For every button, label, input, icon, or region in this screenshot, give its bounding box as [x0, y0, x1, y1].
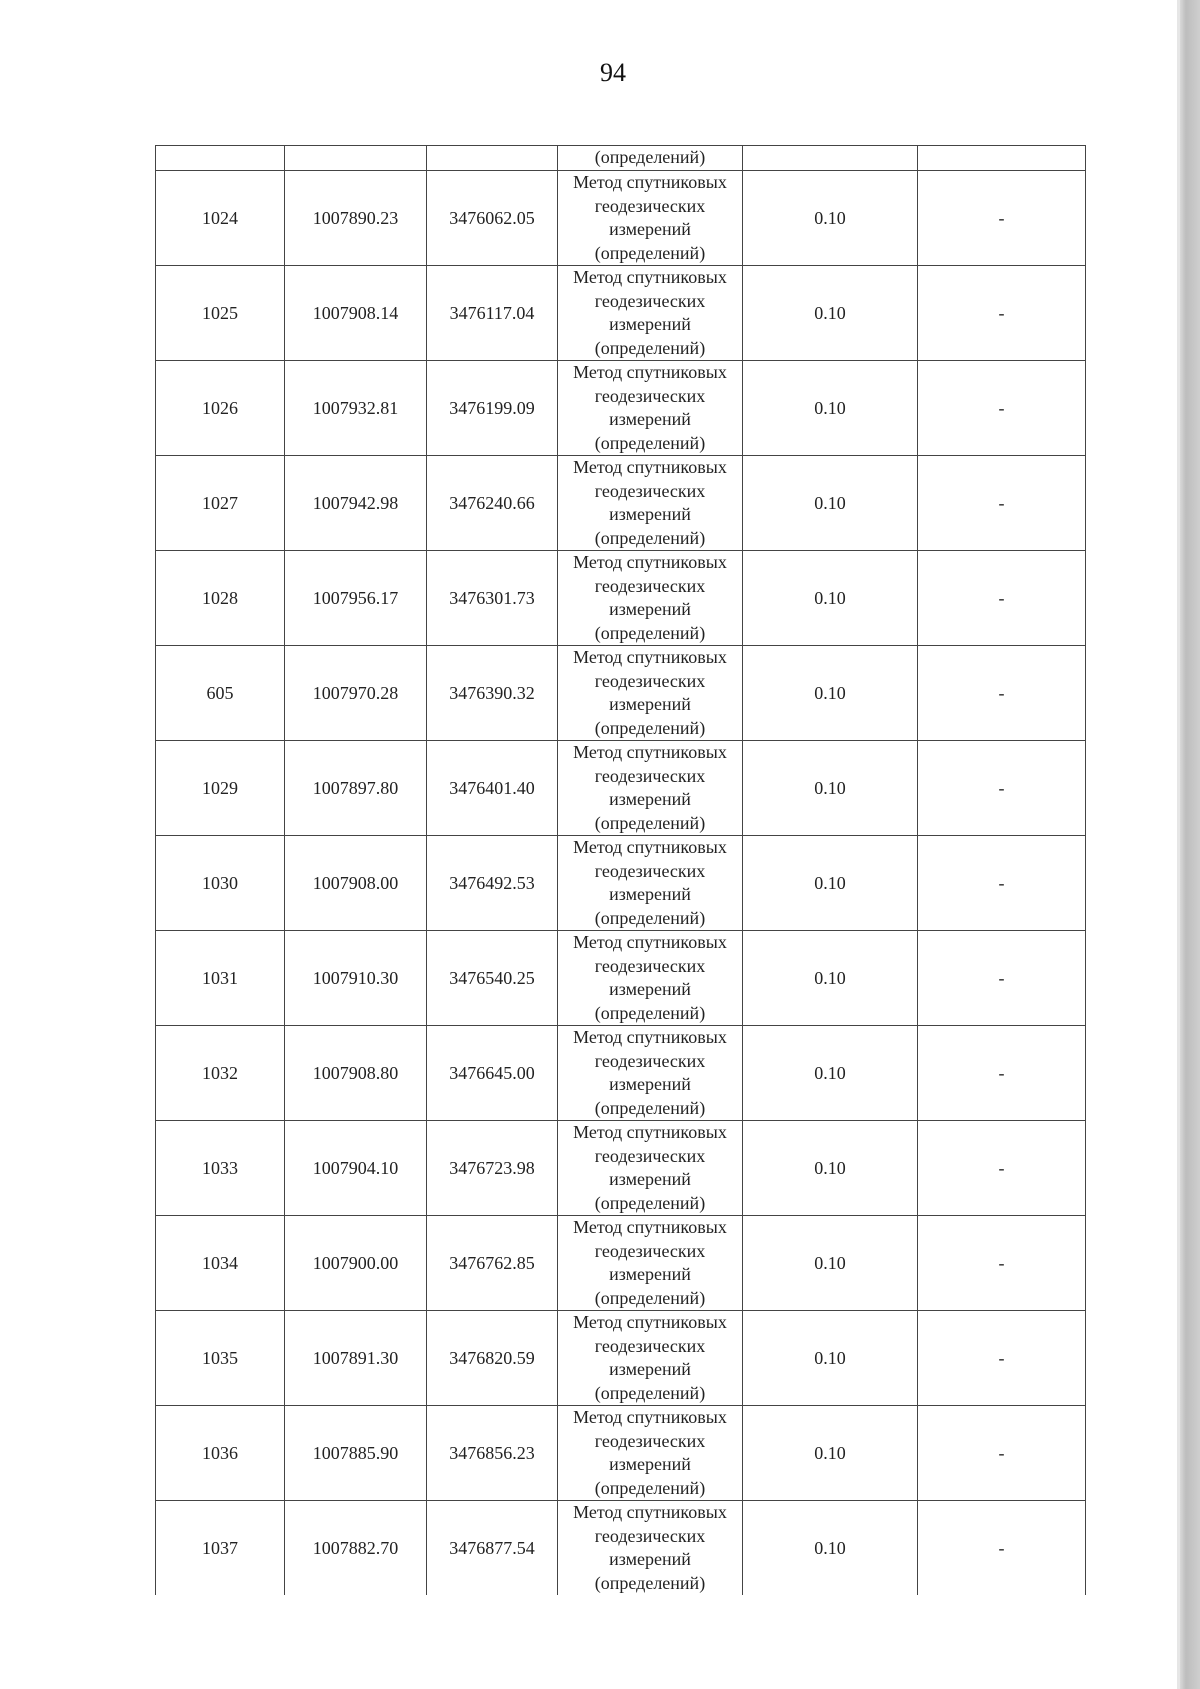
x-coordinate-cell: 1007910.30 [285, 931, 427, 1026]
point-number-cell: 1024 [156, 171, 285, 266]
point-number-cell: 1034 [156, 1216, 285, 1311]
point-number-cell: 1026 [156, 361, 285, 456]
description-cell: - [918, 646, 1086, 741]
method-line: (определений) [594, 622, 706, 643]
method-cell [558, 1216, 743, 1311]
description-cell: - [918, 1026, 1086, 1121]
table-row [156, 646, 1086, 741]
method-line: измерений [609, 219, 691, 239]
x-coordinate-cell: 1007897.80 [285, 741, 427, 836]
point-number-cell: 1035 [156, 1311, 285, 1406]
point-number-cell: 1028 [156, 551, 285, 646]
method-line: (определений) [594, 812, 706, 833]
accuracy-cell: 0.10 [743, 1026, 918, 1121]
accuracy-cell: 0.10 [743, 551, 918, 646]
method-line: (определений) [594, 1287, 706, 1308]
x-coordinate-cell: 1007890.23 [285, 171, 427, 266]
point-number-cell: 1036 [156, 1406, 285, 1501]
table-row [156, 1121, 1086, 1216]
table-row [156, 551, 1086, 646]
method-line: измерений [609, 1549, 691, 1569]
y-coordinate-cell: 3476820.59 [427, 1311, 558, 1406]
accuracy-cell: 0.10 [743, 456, 918, 551]
method-line: измерений [609, 1454, 691, 1474]
method-line: Метод спутниковых [573, 1312, 727, 1332]
method-line: геодезических [594, 860, 706, 881]
description-cell: - [918, 741, 1086, 836]
method-line: Метод спутниковых [573, 457, 727, 477]
x-coordinate-cell: 1007885.90 [285, 1406, 427, 1501]
method-cell [558, 836, 743, 931]
table-row [156, 266, 1086, 361]
continuation-cell-point [156, 146, 285, 171]
table-row [156, 836, 1086, 931]
method-line: измерений [609, 314, 691, 334]
description-cell: - [918, 931, 1086, 1026]
method-cell [558, 1121, 743, 1216]
point-number-cell: 1033 [156, 1121, 285, 1216]
y-coordinate-cell: 3476301.73 [427, 551, 558, 646]
description-cell: - [918, 836, 1086, 931]
point-number-cell: 1029 [156, 741, 285, 836]
method-line: Метод спутниковых [573, 1502, 727, 1522]
x-coordinate-cell: 1007956.17 [285, 551, 427, 646]
method-line: (определений) [594, 907, 706, 928]
method-cell [558, 931, 743, 1026]
table-row [156, 456, 1086, 551]
method-line: (определений) [594, 1192, 706, 1213]
accuracy-cell: 0.10 [743, 1501, 918, 1596]
method-line: измерений [609, 694, 691, 714]
coordinates-table [155, 145, 1086, 1595]
x-coordinate-cell: 1007908.80 [285, 1026, 427, 1121]
y-coordinate-cell: 3476062.05 [427, 171, 558, 266]
continuation-cell-method: (определений) [558, 146, 743, 171]
y-coordinate-cell: 3476390.32 [427, 646, 558, 741]
y-coordinate-cell: 3476199.09 [427, 361, 558, 456]
point-number-cell: 1027 [156, 456, 285, 551]
method-line: геодезических [594, 480, 706, 501]
y-coordinate-cell: 3476492.53 [427, 836, 558, 931]
x-coordinate-cell: 1007932.81 [285, 361, 427, 456]
method-line: измерений [609, 1264, 691, 1284]
accuracy-cell: 0.10 [743, 931, 918, 1026]
method-line: Метод спутниковых [573, 1407, 727, 1427]
point-number-cell: 1025 [156, 266, 285, 361]
table-body [156, 146, 1086, 1596]
description-cell: - [918, 361, 1086, 456]
description-cell: - [918, 1121, 1086, 1216]
method-line: (определений) [594, 1477, 706, 1498]
method-line: Метод спутниковых [573, 267, 727, 287]
description-cell: - [918, 456, 1086, 551]
point-number-cell: 1031 [156, 931, 285, 1026]
description-cell: - [918, 1501, 1086, 1596]
method-line: геодезических [594, 1145, 706, 1166]
table-row [156, 1216, 1086, 1311]
method-line: Метод спутниковых [573, 837, 727, 857]
continuation-cell-y [427, 146, 558, 171]
method-line: (определений) [594, 1097, 706, 1118]
point-number-cell: 1030 [156, 836, 285, 931]
method-line: (определений) [594, 337, 706, 358]
method-line: измерений [609, 979, 691, 999]
method-line: измерений [609, 409, 691, 429]
accuracy-cell: 0.10 [743, 1216, 918, 1311]
table-row [156, 1311, 1086, 1406]
table-row [156, 1026, 1086, 1121]
method-line: (определений) [594, 242, 706, 263]
y-coordinate-cell: 3476117.04 [427, 266, 558, 361]
scan-edge-shadow [1180, 0, 1200, 1689]
method-line: Метод спутниковых [573, 647, 727, 667]
y-coordinate-cell: 3476723.98 [427, 1121, 558, 1216]
accuracy-cell: 0.10 [743, 266, 918, 361]
method-line: измерений [609, 504, 691, 524]
point-number-cell: 605 [156, 646, 285, 741]
method-line: Метод спутниковых [573, 362, 727, 382]
accuracy-cell: 0.10 [743, 1121, 918, 1216]
x-coordinate-cell: 1007908.00 [285, 836, 427, 931]
x-coordinate-cell: 1007904.10 [285, 1121, 427, 1216]
method-line: геодезических [594, 1050, 706, 1071]
description-cell: - [918, 266, 1086, 361]
accuracy-cell: 0.10 [743, 741, 918, 836]
method-cell [558, 266, 743, 361]
table-row [156, 361, 1086, 456]
point-number-cell: 1037 [156, 1501, 285, 1596]
method-line: (определений) [594, 432, 706, 453]
method-line: геодезических [594, 670, 706, 691]
y-coordinate-cell: 3476762.85 [427, 1216, 558, 1311]
method-line: (определений) [594, 1382, 706, 1403]
method-line: геодезических [594, 385, 706, 406]
method-line: Метод спутниковых [573, 1027, 727, 1047]
method-cell [558, 646, 743, 741]
method-line: Метод спутниковых [573, 552, 727, 572]
table-row [156, 1406, 1086, 1501]
method-cell [558, 1311, 743, 1406]
method-cell [558, 1406, 743, 1501]
x-coordinate-cell: 1007891.30 [285, 1311, 427, 1406]
accuracy-cell: 0.10 [743, 836, 918, 931]
method-cell [558, 741, 743, 836]
method-cell [558, 456, 743, 551]
x-coordinate-cell: 1007908.14 [285, 266, 427, 361]
table-row [156, 171, 1086, 266]
accuracy-cell: 0.10 [743, 1311, 918, 1406]
description-cell: - [918, 551, 1086, 646]
continuation-cell-x [285, 146, 427, 171]
description-cell: - [918, 171, 1086, 266]
method-line: геодезических [594, 575, 706, 596]
y-coordinate-cell: 3476856.23 [427, 1406, 558, 1501]
table-row [156, 741, 1086, 836]
accuracy-cell: 0.10 [743, 1406, 918, 1501]
method-line: Метод спутниковых [573, 1122, 727, 1142]
method-line: измерений [609, 599, 691, 619]
table-row [156, 1501, 1086, 1596]
y-coordinate-cell: 3476540.25 [427, 931, 558, 1026]
method-cell [558, 1501, 743, 1596]
accuracy-cell: 0.10 [743, 171, 918, 266]
method-line: (определений) [594, 717, 706, 738]
y-coordinate-cell: 3476877.54 [427, 1501, 558, 1596]
method-cell [558, 171, 743, 266]
continuation-cell-accuracy [743, 146, 918, 171]
method-cell [558, 361, 743, 456]
x-coordinate-cell: 1007970.28 [285, 646, 427, 741]
accuracy-cell: 0.10 [743, 646, 918, 741]
description-cell: - [918, 1311, 1086, 1406]
continuation-cell-description [918, 146, 1086, 171]
method-line: геодезических [594, 1240, 706, 1261]
method-line: Метод спутниковых [573, 172, 727, 192]
method-line: геодезических [594, 195, 706, 216]
method-line: геодезических [594, 1335, 706, 1356]
point-number-cell: 1032 [156, 1026, 285, 1121]
method-line: Метод спутниковых [573, 932, 727, 952]
method-line: измерений [609, 1359, 691, 1379]
method-cell [558, 551, 743, 646]
method-line: (определений) [594, 1572, 706, 1593]
table-row [156, 931, 1086, 1026]
method-line: геодезических [594, 290, 706, 311]
y-coordinate-cell: 3476645.00 [427, 1026, 558, 1121]
method-line: геодезических [594, 1525, 706, 1546]
description-cell: - [918, 1406, 1086, 1501]
method-line: измерений [609, 789, 691, 809]
method-line: геодезических [594, 955, 706, 976]
method-line: измерений [609, 884, 691, 904]
method-line: Метод спутниковых [573, 742, 727, 762]
method-line: измерений [609, 1169, 691, 1189]
method-line: геодезических [594, 765, 706, 786]
y-coordinate-cell: 3476401.40 [427, 741, 558, 836]
method-line: (определений) [594, 527, 706, 548]
accuracy-cell: 0.10 [743, 361, 918, 456]
method-line: Метод спутниковых [573, 1217, 727, 1237]
method-line: геодезических [594, 1430, 706, 1451]
page-number: 94 [600, 58, 626, 87]
continuation-row [156, 146, 1086, 171]
x-coordinate-cell: 1007882.70 [285, 1501, 427, 1596]
method-line: (определений) [594, 1002, 706, 1023]
x-coordinate-cell: 1007900.00 [285, 1216, 427, 1311]
method-line: измерений [609, 1074, 691, 1094]
method-cell [558, 1026, 743, 1121]
description-cell: - [918, 1216, 1086, 1311]
x-coordinate-cell: 1007942.98 [285, 456, 427, 551]
y-coordinate-cell: 3476240.66 [427, 456, 558, 551]
